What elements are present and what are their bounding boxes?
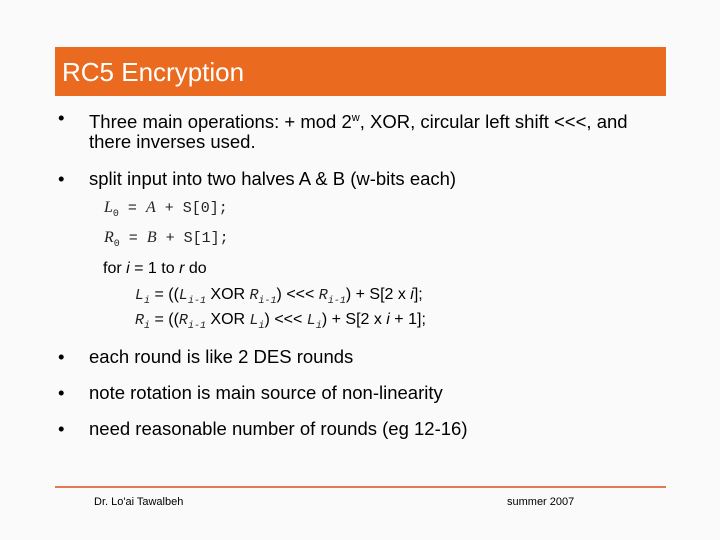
bullet-rounds-count: need reasonable number of rounds (eg 12-16) — [89, 418, 468, 439]
operator: = — [119, 230, 147, 247]
var: L — [306, 312, 316, 329]
bullet-marker: • — [58, 382, 65, 403]
var: i — [126, 260, 130, 277]
algo-text: = 1 to — [129, 260, 180, 277]
var: R — [178, 312, 188, 329]
bullet-rotation: note rotation is main source of non-linearity — [89, 382, 443, 403]
algo-text: ) + S[2 x — [321, 311, 387, 328]
footer-date: summer 2007 — [507, 496, 575, 508]
algo-text: ]; — [413, 286, 423, 303]
bullet-marker: • — [58, 418, 65, 439]
var: r — [179, 260, 185, 277]
var: i — [386, 311, 390, 328]
bullet-des-rounds: each round is like 2 DES rounds — [89, 346, 354, 367]
title-bar — [55, 47, 666, 96]
algo-for-line — [103, 260, 207, 278]
algo-text: = (( — [150, 311, 179, 328]
operator: = — [118, 200, 146, 217]
var: L — [104, 199, 113, 216]
subscript: i-1 — [187, 296, 206, 308]
var: L — [178, 287, 188, 304]
code-text: + S[1]; — [156, 230, 229, 247]
var: L — [249, 312, 259, 329]
bullet-text: , XOR, circular left shift <<<, and — [359, 111, 628, 133]
algo-text: ) <<< — [264, 311, 307, 328]
superscript: w — [351, 112, 360, 124]
algo-text: + 1]; — [389, 311, 426, 328]
var: R — [249, 287, 259, 304]
subscript: i-1 — [258, 296, 277, 308]
footer-author: Dr. Lo'ai Tawalbeh — [94, 496, 184, 508]
subscript: i — [315, 321, 322, 333]
bullet-marker: • — [58, 168, 65, 189]
subscript: i-1 — [187, 321, 206, 333]
code-text: + S[0]; — [155, 200, 228, 217]
var: R — [318, 287, 328, 304]
subscript: i-1 — [327, 296, 346, 308]
subscript: i — [144, 296, 151, 308]
code-line-l0 — [104, 199, 228, 220]
algo-text: ) + S[2 x — [345, 286, 411, 303]
subscript: i — [258, 321, 265, 333]
subscript: 0 — [113, 239, 120, 250]
var: i — [410, 286, 414, 303]
bullet-operations-line2: there inverses used. — [89, 131, 256, 152]
var: R — [104, 229, 114, 246]
algo-line-2 — [135, 311, 426, 332]
algo-text: XOR — [205, 311, 250, 328]
subscript: 0 — [112, 209, 119, 220]
algo-text: XOR — [205, 286, 250, 303]
bullet-split-input: split input into two halves A & B (w-bits each) — [89, 168, 457, 189]
slide-title: RC5 Encryption — [62, 57, 245, 87]
var: L — [135, 287, 145, 304]
bullet-text: Three main operations: + mod 2 — [89, 111, 352, 133]
var: R — [135, 312, 145, 329]
var: B — [146, 229, 157, 246]
code-line-r0 — [104, 229, 229, 250]
algo-text: = (( — [150, 286, 179, 303]
bullet-marker: • — [58, 107, 65, 128]
bullet-marker: • — [58, 346, 65, 367]
subscript: i — [144, 321, 151, 333]
algo-line-1 — [135, 286, 423, 307]
var: A — [145, 199, 156, 216]
algo-text: do — [184, 260, 207, 277]
algo-text: ) <<< — [276, 286, 319, 303]
algo-text: for — [103, 260, 127, 277]
footer-divider — [55, 486, 666, 488]
